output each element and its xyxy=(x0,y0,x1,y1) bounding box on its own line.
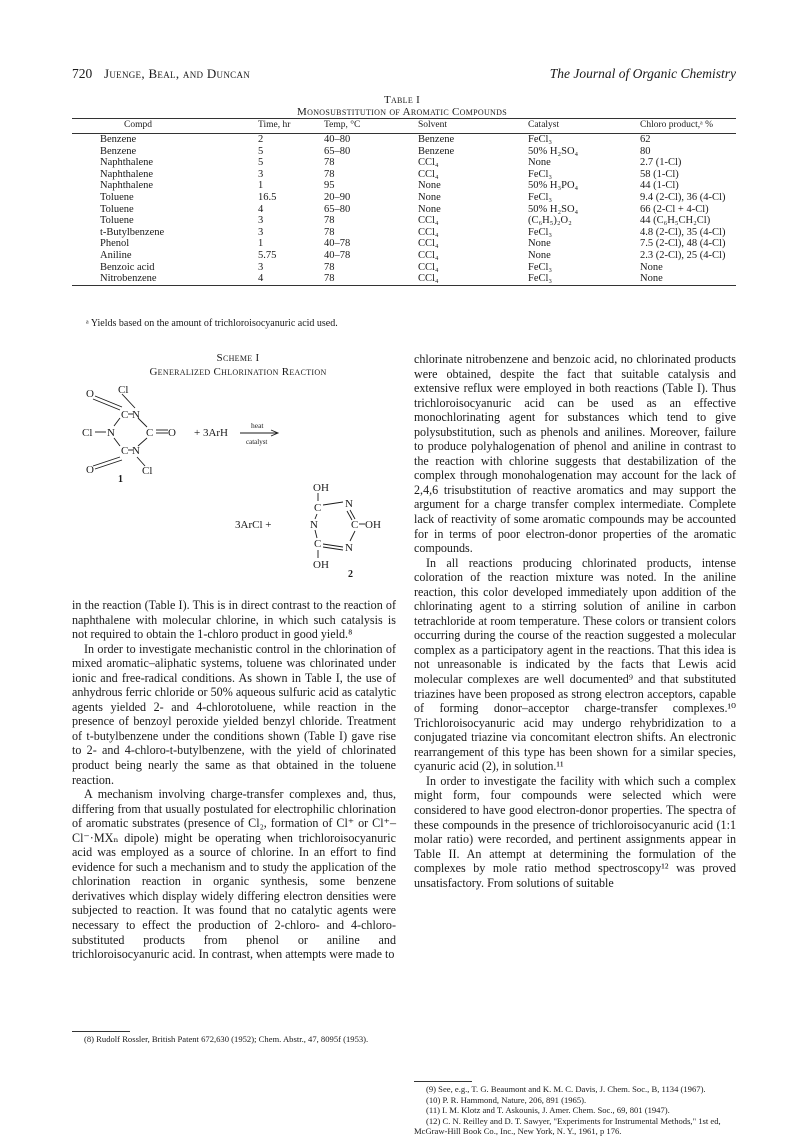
table-cell: 3 xyxy=(258,226,264,238)
table-cell: Naphthalene xyxy=(100,168,154,180)
table-cell: 95 xyxy=(324,180,335,192)
table-cell: 4 xyxy=(258,273,264,285)
table-cell: CCl₄ xyxy=(418,157,439,169)
table-cell: 7.5 (2-Cl), 48 (4-Cl) xyxy=(640,238,726,250)
footnote-rule xyxy=(414,1081,472,1082)
table-cell: 65–80 xyxy=(324,203,351,215)
col-header: Solvent xyxy=(418,120,448,131)
table-cell: 5 xyxy=(258,157,264,169)
table-cell: CCl₄ xyxy=(418,261,439,273)
table-cell: 1 xyxy=(258,238,264,250)
table-cell: 3 xyxy=(258,215,264,227)
table-cell: 40–80 xyxy=(324,134,351,145)
atom-label: OH xyxy=(365,519,381,531)
table-cell: None xyxy=(418,191,441,203)
table-cell: 3 xyxy=(258,168,264,180)
table-cell: None xyxy=(528,238,551,250)
arrow-condition: heat xyxy=(251,421,264,430)
scheme-reaction-diagram xyxy=(80,378,410,590)
table-cell: 62 xyxy=(640,134,651,145)
atom-label: OH xyxy=(313,559,329,571)
table-body xyxy=(72,134,736,286)
table-label: Table I xyxy=(383,94,421,106)
table-cell: 66 (2-Cl + 4-Cl) xyxy=(640,203,709,215)
table-cell: 78 xyxy=(324,168,335,180)
table-monosubstitution xyxy=(72,118,736,286)
table-row xyxy=(72,192,736,204)
table-row xyxy=(72,180,736,192)
atom-label: Cl xyxy=(142,465,153,477)
footnote-text: (8) Rudolf Rossler, British Patent 672,630 (1952); Chem. Abstr., 47, 8095f (1953). xyxy=(84,1034,369,1044)
table-cell: Phenol xyxy=(100,238,130,250)
atom-label: C xyxy=(121,409,129,421)
table-header-row xyxy=(72,119,736,134)
running-authors: Juenge, Beal, and Duncan xyxy=(104,66,251,81)
table-cell: 20–90 xyxy=(324,191,351,203)
atom-label: C xyxy=(121,445,129,457)
table-cell: FeCl₃ xyxy=(528,273,553,285)
table-cell: None xyxy=(418,180,441,192)
compound-number: 1 xyxy=(118,474,123,485)
journal-title: The Journal of Organic Chemistry xyxy=(549,66,736,81)
compound-number: 2 xyxy=(348,569,353,580)
table-cell: 2.7 (1-Cl) xyxy=(640,157,682,169)
table-cell: 40–78 xyxy=(324,249,351,261)
table-row xyxy=(72,146,736,158)
paragraph: in the reaction (Table I). This is in direct contrast to the reaction of naphthalene with molecular chlorine, in which such catalysis is not required to obtain the 1-chloro product in good yield.⁸ xyxy=(72,598,396,642)
atom-label: O xyxy=(168,427,176,439)
table-cell: 78 xyxy=(324,273,335,285)
atom-label: C xyxy=(351,519,359,531)
table-cell: 2 xyxy=(258,134,264,145)
table-cell: FeCl₃ xyxy=(528,226,553,238)
table-row xyxy=(72,273,736,285)
footnote-8 xyxy=(72,1034,396,1045)
table-row xyxy=(72,169,736,181)
table-row xyxy=(72,215,736,227)
table-row xyxy=(72,204,736,216)
table-cell: Aniline xyxy=(100,249,132,261)
atom-label: O xyxy=(86,464,94,476)
table-cell: Toluene xyxy=(100,203,134,215)
footnote-text: (10) P. R. Hammond, Nature, 206, 891 (1965). xyxy=(426,1094,587,1105)
table-cell: 78 xyxy=(324,261,335,273)
atom-label: C xyxy=(314,538,322,550)
table-title: Monosubstitution of Aromatic Compounds xyxy=(297,106,507,118)
table-cell: Toluene xyxy=(100,191,134,203)
table-cell: 78 xyxy=(324,215,335,227)
table-cell: 9.4 (2-Cl), 36 (4-Cl) xyxy=(640,191,726,203)
table-cell: 78 xyxy=(324,226,335,238)
atom-label: Cl xyxy=(118,384,129,396)
table-cell: CCl₄ xyxy=(418,273,439,285)
reagent-label: + 3ArH xyxy=(194,427,229,439)
table-cell: 44 (1-Cl) xyxy=(640,180,679,192)
table-cell: None xyxy=(640,261,663,273)
atom-label: N xyxy=(345,542,353,554)
table-cell: 65–80 xyxy=(324,145,351,157)
table-cell: Benzoic acid xyxy=(100,261,155,273)
table-cell: Benzene xyxy=(100,134,137,145)
atom-label: OH xyxy=(313,482,329,494)
table-cell: CCl₄ xyxy=(418,249,439,261)
table-cell: 80 xyxy=(640,145,651,157)
right-column-text xyxy=(414,352,736,890)
table-cell: Benzene xyxy=(100,145,137,157)
col-header: Time, hr xyxy=(258,120,291,131)
table-cell: Benzene xyxy=(418,134,455,145)
table-row xyxy=(72,262,736,274)
table-cell: 5.75 xyxy=(258,249,277,261)
table-cell: Benzene xyxy=(418,145,455,157)
paragraph: In order to investigate mechanistic control in the chlorination of mixed aromatic–aliphatic systems, toluene was chlorinated under ionic and free-radical conditions. As shown in Table I, the use of anhydrous ferric chloride or 50% aqueous sulfuric acid as catalytic agents yielded 2- and 4-chlorotoluene, while reaction in the presence of benzoyl peroxide yielded benzyl chloride. Treatment of t-butylbenzene under the conditions shown (Table I) gave rise to 2- and 4-chloro-t-butylbenzene, with the yield of chlorinated product being nearly the same as that obtained in the toluene reaction. xyxy=(72,641,396,787)
table-cell: 2.3 (2-Cl), 25 (4-Cl) xyxy=(640,249,726,261)
table-cell: Naphthalene xyxy=(100,157,154,169)
paragraph: In all reactions producing chlorinated products, intense coloration of the reaction mixture was noted. In the aniline reaction, this color developed immediately upon addition of the chlorinating agent to a stirring solution of aniline in carbon tetrachloride at room temperature. These colors or transient colors occurring during the course of the reaction suggested a molecular complex as a participatory agent in the reactions. That this idea is not unreasonable is indicated by the facts that Lewis acid molecular complexes are well documented⁹ and that substituted triazines have been proposed as strong electron acceptors, capable of forming donor–acceptor charge-transfer complexes.¹⁰ Trichloroisocyanuric acid may undergo rehybridization to a conjugated triazine via concomitant electron shifts. An electronic rearrangement of this type has been shown for a similar species, cyanuric acid (2), in solution.¹¹ xyxy=(414,555,736,774)
paragraph: In order to investigate the facility with which such a complex might form, four compounds were selected which were considered to have good electron-donor properties. The spectra of these compounds in the presence of trichloroisocyanuric acid (1:1 molar ratio) were recorded, and pertinent assignments appear in Table II. An attempt at determining the formulation of the complexes by mole ratio method spectroscopy¹² was proved unsatisfactory. From solutions of suitable xyxy=(414,773,736,890)
table-cell: 16.5 xyxy=(258,191,277,203)
col-header: Compd xyxy=(124,120,152,131)
atom-label: C xyxy=(146,427,154,439)
table-cell: 50% H₂SO₄ xyxy=(528,203,579,215)
atom-label: N xyxy=(345,498,353,510)
table-cell: 58 (1-Cl) xyxy=(640,168,679,180)
product-label: 3ArCl + xyxy=(235,519,272,531)
table-cell: None xyxy=(640,273,663,285)
table-row xyxy=(72,157,736,169)
atom-label: Cl xyxy=(82,427,93,439)
table-cell: FeCl₃ xyxy=(528,191,553,203)
table-cell: CCl₄ xyxy=(418,168,439,180)
table-cell: None xyxy=(418,203,441,215)
table-cell: 4 xyxy=(258,203,264,215)
table-cell: 4.8 (2-Cl), 35 (4-Cl) xyxy=(640,226,726,238)
table-cell: FeCl₃ xyxy=(528,261,553,273)
footnote-text: (12) C. N. Reilley and D. T. Sawyer, "Experiments for Instrumental Methods," 1st ed, McGraw-Hill Book Co., Inc., New York, N. Y., 1961, p 176. xyxy=(414,1115,721,1137)
table-footnote: ᵃ Yields based on the amount of trichloroisocyanuric acid used. xyxy=(86,318,338,329)
page-number: 720 xyxy=(72,66,93,81)
table-cell: CCl₄ xyxy=(418,215,439,227)
table-cell: 78 xyxy=(324,157,335,169)
table-row xyxy=(72,134,736,146)
col-header: Temp, °C xyxy=(324,120,361,131)
table-cell: 3 xyxy=(258,261,264,273)
atom-label: N xyxy=(132,409,140,421)
table-cell: FeCl₃ xyxy=(528,134,553,145)
table-cell: 50% H₃PO₄ xyxy=(528,180,579,192)
table-cell: Toluene xyxy=(100,215,134,227)
col-header: Catalyst xyxy=(528,120,560,131)
table-cell: None xyxy=(528,249,551,261)
table-cell: t-Butylbenzene xyxy=(100,226,165,238)
table-cell: 44 (C₆H₅CH₂Cl) xyxy=(640,215,711,227)
table-cell: (C₆H₅)₂O₂ xyxy=(528,215,572,227)
table-cell: Naphthalene xyxy=(100,180,154,192)
table-cell: 1 xyxy=(258,180,264,192)
table-cell: 40–78 xyxy=(324,238,351,250)
footnote-rule xyxy=(72,1031,130,1032)
footnotes-right xyxy=(414,1084,736,1137)
paragraph: chlorinate nitrobenzene and benzoic acid, no chlorinated products were obtained, despite the fact that suitable catalysis and extensive reflux were employed in both reactions (Table I). Thus trichloroisocyanuric acid can be used as an effective monochlorinating agent for substances which tend to give polysubstitution, such as phenols and anilines. Moreover, failure to produce polyhalogenation of phenol and aniline in contrast to the reaction with chlorine suggests that destabilization of the complex through monohalogenation may account for the lack of 2,4,6 trisubstitution of reactive aromatics and may support the argument for a charge transfer complex intermediate. Complete lack of reactivity of some aromatic compounds may be accounted for in terms of poor electron-donor properties of the aromatic compounds. xyxy=(414,352,736,556)
table-cell: 5 xyxy=(258,145,264,157)
table-row xyxy=(72,238,736,250)
footnote-text: (9) See, e.g., T. G. Beaumont and K. M. C. Davis, J. Chem. Soc., B, 1134 (1967). xyxy=(426,1084,706,1094)
atom-label: N xyxy=(107,427,115,439)
table-cell: CCl₄ xyxy=(418,238,439,250)
atom-label: C xyxy=(314,502,322,514)
table-cell: Nitrobenzene xyxy=(100,273,157,285)
table-cell: CCl₄ xyxy=(418,226,439,238)
table-cell: None xyxy=(528,157,551,169)
paragraph: A mechanism involving charge-transfer complexes and, thus, differing from that usually postulated for electrophilic chlorination of aromatic substrates (presence of Cl₂, formation of Cl⁺ or Cl⁺–Cl⁻·MXₙ dipole) might be operating when trichloroisocyanuric acid was employed as a source of chlorine. In an effort to find evidence for such a mechanism and to study the application of the chlorination reaction in organic synthesis, some benzene derivatives which display widely differing electron densities were subjected to reaction. It was found that no catalytic agents were necessary to effect the production of 2-chloro- and 4-chloro-substituted products from phenol or aniline and trichloroisocyanuric acid. In contrast, when attempts were made to xyxy=(72,787,396,962)
table-cell: FeCl₃ xyxy=(528,168,553,180)
col-header: Chloro product,ᵃ % xyxy=(640,120,714,131)
left-column-text xyxy=(72,598,396,962)
atom-label: N xyxy=(310,519,318,531)
table-row xyxy=(72,250,736,262)
table-row xyxy=(72,227,736,239)
atom-label: O xyxy=(86,388,94,400)
atom-label: N xyxy=(132,445,140,457)
scheme-label: Scheme I xyxy=(216,352,260,364)
scheme-title: Generalized Chlorination Reaction xyxy=(149,366,327,378)
table-cell: 50% H₂SO₄ xyxy=(528,145,579,157)
footnote-text: (11) I. M. Klotz and T. Askounis, J. Amer. Chem. Soc., 69, 801 (1947). xyxy=(426,1105,670,1116)
arrow-condition: catalyst xyxy=(246,438,268,446)
